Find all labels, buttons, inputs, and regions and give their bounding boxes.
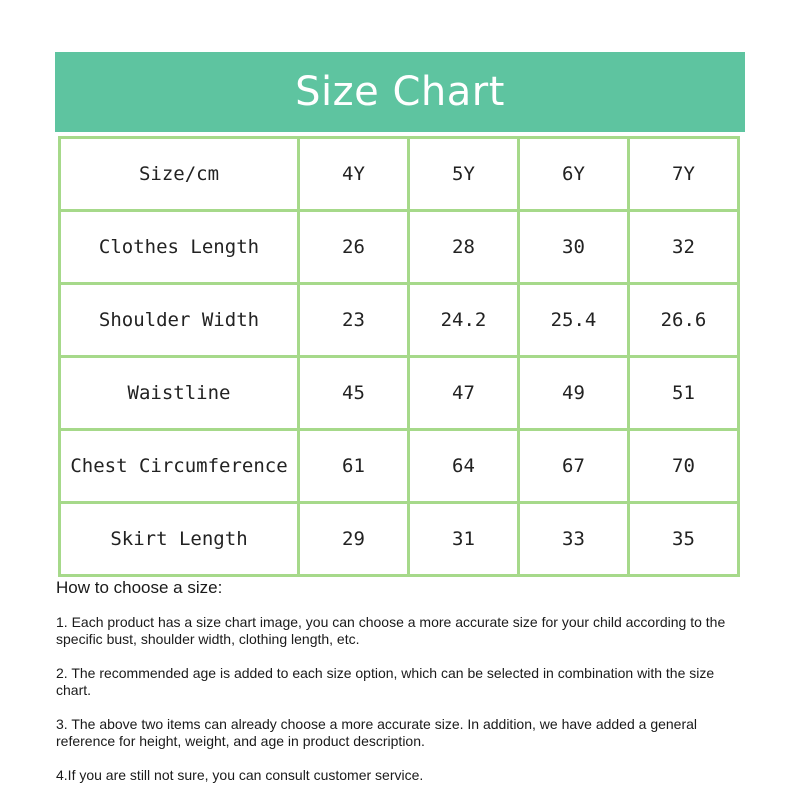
row-label: Clothes Length — [60, 211, 299, 284]
column-header: 5Y — [409, 138, 519, 211]
column-header: 6Y — [519, 138, 629, 211]
table-cell: 51 — [629, 357, 739, 430]
table-row — [60, 357, 739, 430]
size-chart-banner — [55, 52, 745, 132]
table-cell: 32 — [629, 211, 739, 284]
table-cell: 70 — [629, 430, 739, 503]
row-label: Skirt Length — [60, 503, 299, 576]
row-label: Chest Circumference — [60, 430, 299, 503]
table-cell: 49 — [519, 357, 629, 430]
table-row — [60, 211, 739, 284]
table-cell: 67 — [519, 430, 629, 503]
table-cell: 29 — [299, 503, 409, 576]
table-header-row — [60, 138, 739, 211]
table-row — [60, 284, 739, 357]
size-guide — [56, 578, 746, 801]
table-cell: 28 — [409, 211, 519, 284]
table-row — [60, 430, 739, 503]
table-cell: 64 — [409, 430, 519, 503]
column-header: 4Y — [299, 138, 409, 211]
table-cell: 31 — [409, 503, 519, 576]
column-header: 7Y — [629, 138, 739, 211]
table-row — [60, 503, 739, 576]
table-cell: 30 — [519, 211, 629, 284]
table-cell: 33 — [519, 503, 629, 576]
guide-item: 1. Each product has a size chart image, you can choose a more accurate size for your child according to the specific bust, shoulder width, clothing length, etc. — [56, 614, 726, 647]
table-cell: 45 — [299, 357, 409, 430]
row-label: Shoulder Width — [60, 284, 299, 357]
guide-item: 2. The recommended age is added to each size option, which can be selected in combination with the size chart. — [56, 665, 715, 698]
guide-item: 4.If you are still not sure, you can consult customer service. — [56, 767, 424, 783]
column-header: Size/cm — [60, 138, 299, 211]
table-cell: 26 — [299, 211, 409, 284]
table-cell: 61 — [299, 430, 409, 503]
guide-item: 3. The above two items can already choose a more accurate size. In addition, we have added a general reference for height, weight, and age in product description. — [56, 716, 698, 749]
page-title: Size Chart — [295, 69, 505, 115]
table-cell: 35 — [629, 503, 739, 576]
table-cell: 47 — [409, 357, 519, 430]
table-cell: 23 — [299, 284, 409, 357]
table-cell: 24.2 — [409, 284, 519, 357]
row-label: Waistline — [60, 357, 299, 430]
table-cell: 26.6 — [629, 284, 739, 357]
guide-heading: How to choose a size: — [56, 578, 223, 597]
table-cell: 25.4 — [519, 284, 629, 357]
size-table — [58, 136, 740, 577]
